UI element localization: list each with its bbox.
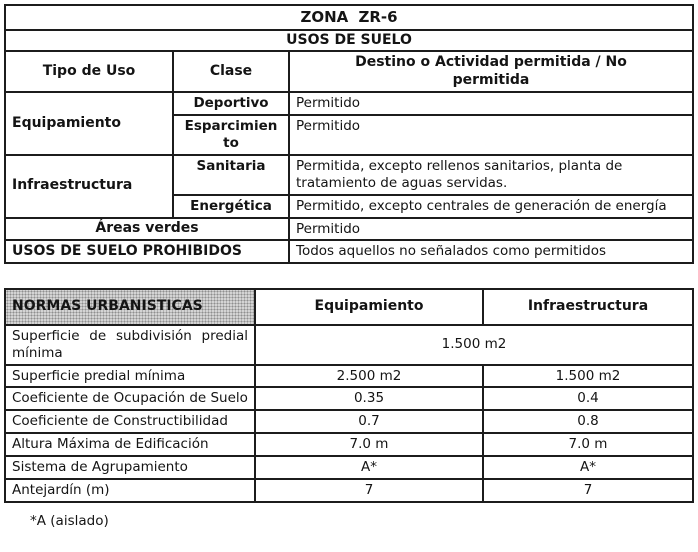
table-row — [5, 365, 693, 388]
table-row — [5, 155, 693, 195]
col-header-destino-text: Destino o Actividad permitida / No permitida — [355, 54, 627, 88]
cell-label-sistema-agrupamiento: Sistema de Agrupamiento — [5, 456, 255, 479]
table-header-row — [5, 289, 693, 325]
table-row — [5, 456, 693, 479]
col-header-destino — [289, 51, 693, 92]
usos-de-suelo-table — [4, 4, 694, 264]
cell-clase-deportivo: Deportivo — [173, 92, 289, 115]
cell-value-infraestructura: 1.500 m2 — [483, 365, 693, 388]
zone-title: ZONA ZR-6 — [5, 5, 693, 30]
cell-label-constructibilidad: Coeficiente de Constructibilidad — [5, 410, 255, 433]
cell-clase-sanitaria: Sanitaria — [173, 155, 289, 195]
cell-value-equipamiento: 0.35 — [255, 387, 483, 410]
table-row — [5, 387, 693, 410]
table-row — [5, 433, 693, 456]
cell-value-equipamiento: A* — [255, 456, 483, 479]
cell-label-subdivision-predial: Superficie de subdivisión predial mínima — [5, 325, 255, 365]
cell-value-infraestructura: A* — [483, 456, 693, 479]
section-title: USOS DE SUELO — [5, 30, 693, 52]
cell-value-infraestructura: 7.0 m — [483, 433, 693, 456]
normas-urbanisticas-table — [4, 288, 694, 503]
table-row — [5, 325, 693, 365]
cell-destino-areas-verdes: Permitido — [289, 218, 693, 241]
cell-label-ocupacion-suelo: Coeficiente de Ocupación de Suelo — [5, 387, 255, 410]
table-row — [5, 410, 693, 433]
cell-clase-energetica: Energética — [173, 195, 289, 218]
cell-label-altura-maxima: Altura Máxima de Edificación — [5, 433, 255, 456]
cell-value-infraestructura: 0.8 — [483, 410, 693, 433]
cell-destino-deportivo: Permitido — [289, 92, 693, 115]
cell-tipo-equipamiento: Equipamiento — [5, 92, 173, 155]
col-header-infraestructura: Infraestructura — [483, 289, 693, 325]
cell-label-antejardin: Antejardín (m) — [5, 479, 255, 502]
cell-usos-prohibidos: USOS DE SUELO PROHIBIDOS — [5, 240, 289, 263]
cell-destino-sanitaria: Permitida, excepto rellenos sanitarios, planta de tratamiento de aguas servidas. — [289, 155, 693, 195]
cell-value-equipamiento: 2.500 m2 — [255, 365, 483, 388]
col-header-tipo-de-uso: Tipo de Uso — [5, 51, 173, 92]
cell-destino-prohibidos: Todos aquellos no señalados como permitidos — [289, 240, 693, 263]
table-row — [5, 92, 693, 115]
cell-value-subdivision-predial: 1.500 m2 — [255, 325, 693, 365]
table-header-row — [5, 51, 693, 92]
cell-label-superficie-predial: Superficie predial mínima — [5, 365, 255, 388]
cell-value-infraestructura: 7 — [483, 479, 693, 502]
cell-destino-energetica: Permitido, excepto centrales de generación de energía — [289, 195, 693, 218]
cell-value-equipamiento: 0.7 — [255, 410, 483, 433]
table-row — [5, 30, 693, 52]
footnote: *A (aislado) — [30, 512, 109, 529]
cell-value-equipamiento: 7.0 m — [255, 433, 483, 456]
table-row — [5, 218, 693, 241]
cell-destino-esparcimiento: Permitido — [289, 115, 693, 155]
table-row — [5, 240, 693, 263]
table-row — [5, 479, 693, 502]
cell-tipo-infraestructura: Infraestructura — [5, 155, 173, 218]
col-header-equipamiento: Equipamiento — [255, 289, 483, 325]
cell-value-equipamiento: 7 — [255, 479, 483, 502]
col-header-clase: Clase — [173, 51, 289, 92]
cell-areas-verdes: Áreas verdes — [5, 218, 289, 241]
cell-clase-esparcimiento: Esparcimien to — [173, 115, 289, 155]
cell-value-infraestructura: 0.4 — [483, 387, 693, 410]
col-header-normas-urbanisticas: NORMAS URBANISTICAS — [5, 289, 255, 325]
table-row — [5, 5, 693, 30]
